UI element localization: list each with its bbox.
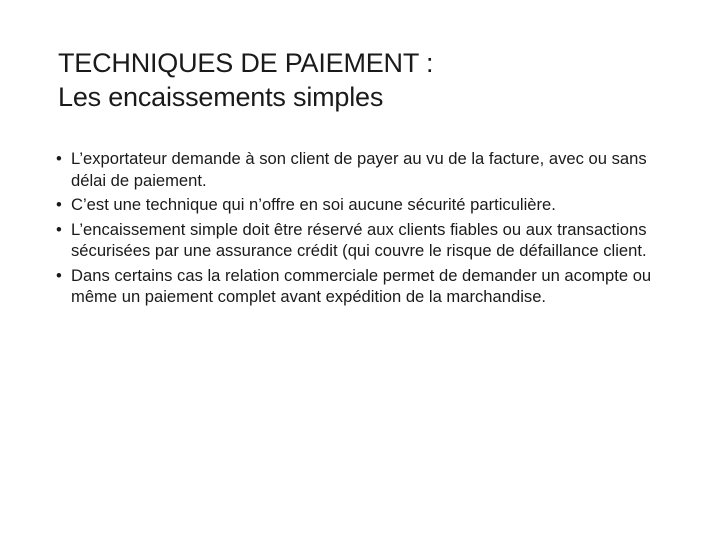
bullet-text: Dans certains cas la relation commerciale permet de demander un acompte ou même un paiement complet avant expédition de la marchandise. [71,265,652,306]
slide-title [58,46,678,114]
bullet-item [56,148,681,191]
bullet-text: L’encaissement simple doit être réservé aux clients fiables ou aux transactions sécurisées par une assurance crédit (qui couvre le risque de défaillance client. [71,219,647,260]
bullet-dot-icon: • [56,149,62,168]
bullet-dot-icon: • [56,265,62,285]
bullet-dot-icon: • [56,195,62,214]
slide-title-line-2: Les encaissements simples [58,82,384,112]
bullet-list [56,148,681,311]
bullet-item [56,219,681,262]
bullet-item [56,194,681,216]
bullet-item [56,265,681,308]
bullet-dot-icon: • [56,219,62,239]
bullet-text: L’exportateur demande à son client de payer au vu de la facture, avec ou sans délai de paiement. [71,149,647,190]
bullet-text: C’est une technique qui n’offre en soi aucune sécurité particulière. [71,195,556,214]
slide-title-line-1: TECHNIQUES DE PAIEMENT : [58,48,434,78]
